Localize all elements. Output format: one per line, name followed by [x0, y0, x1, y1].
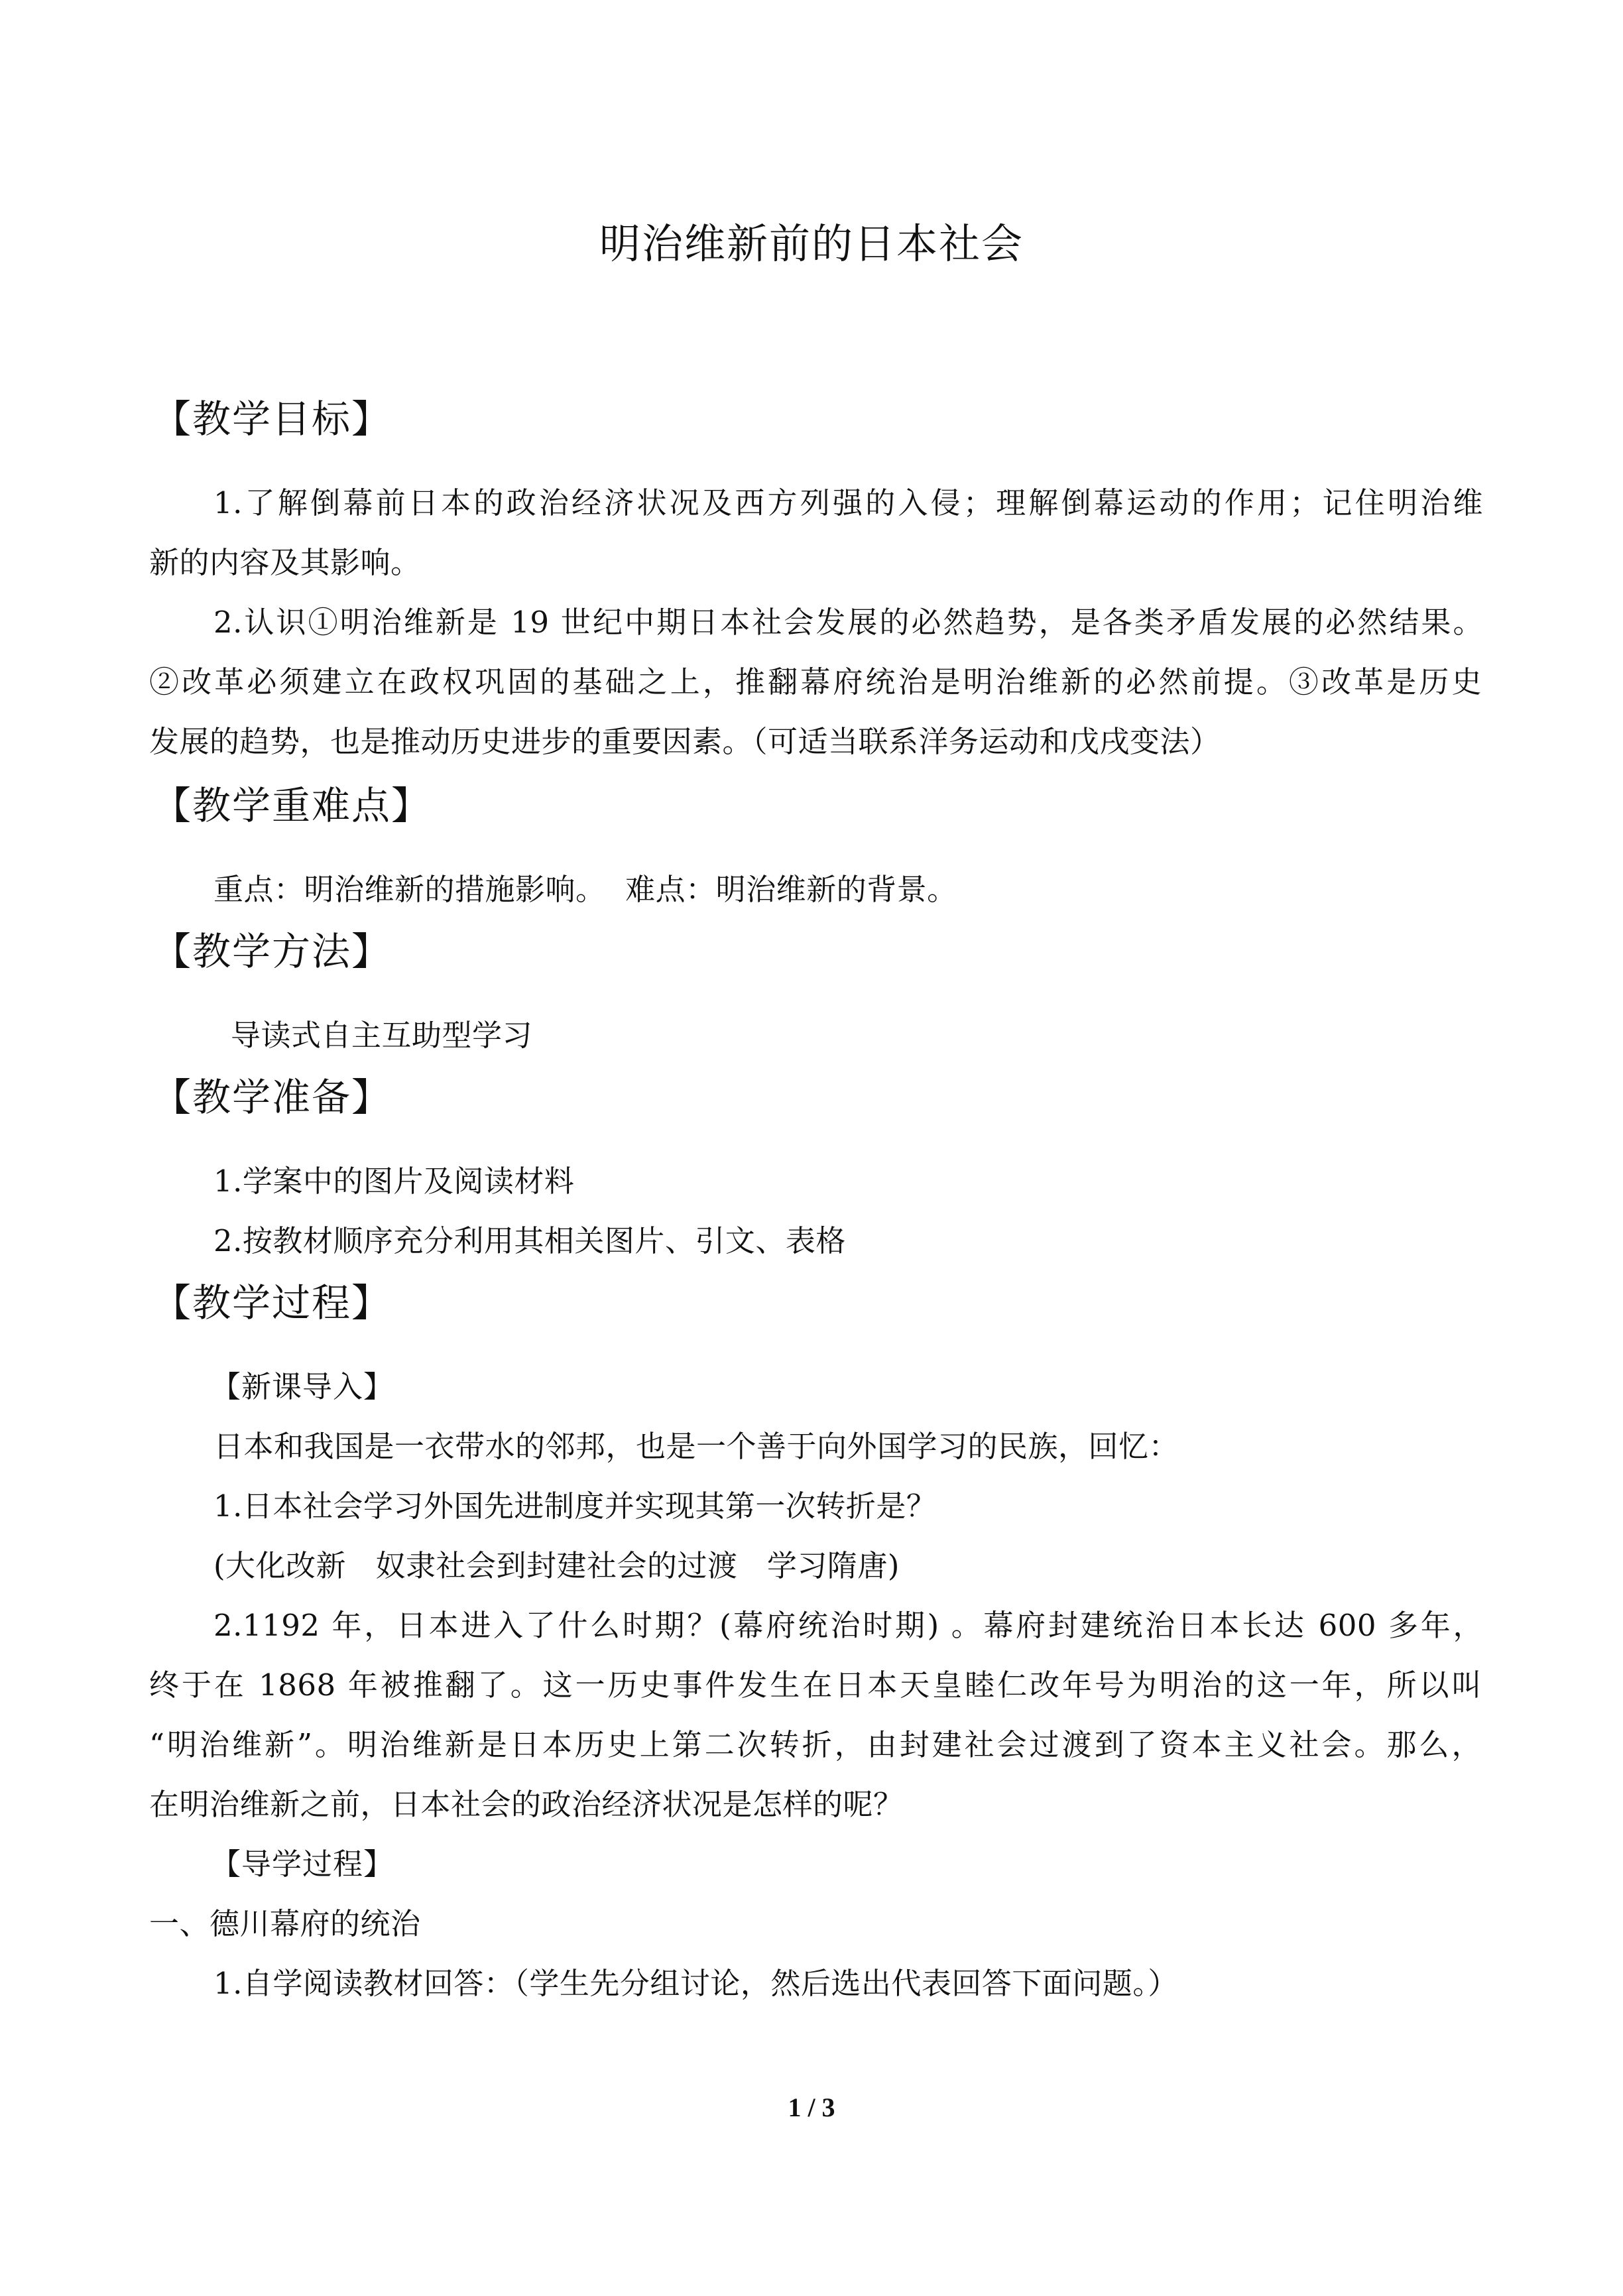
- objectives-p1-line2: 新的内容及其影响。: [149, 545, 421, 580]
- sub-heading-intro: 【新课导入】: [211, 1369, 394, 1404]
- page-number: 1 / 3: [788, 2092, 835, 2122]
- preparation-item-2: 2.按教材顺序充分利用其相关图片、引文、表格: [213, 1223, 846, 1258]
- objectives-p1-line1: 1.了解倒幕前日本的政治经济状况及西方列强的入侵；理解倒幕运动的作用；记住明治维: [213, 485, 1483, 520]
- methods-text: 导读式自主互助型学习: [231, 1018, 533, 1053]
- objectives-p2-line3: 发展的趋势，也是推动历史进步的重要因素。（可适当联系洋务运动和戊戌变法）: [149, 724, 1221, 759]
- intro-line-2: 1.日本社会学习外国先进制度并实现其第一次转折是？: [213, 1488, 937, 1524]
- sub-heading-guide: 【导学过程】: [211, 1846, 394, 1882]
- intro-line-6: “明治维新”。明治维新是日本历史上第二次转折，由封建社会过渡到了资本主义社会。那么，: [149, 1727, 1482, 1762]
- heading-process: 【教学过程】: [152, 1280, 392, 1325]
- part-1-line-1: 1.自学阅读教材回答：（学生先分组讨论，然后选出代表回答下面问题。）: [213, 1966, 1178, 2001]
- intro-line-1: 日本和我国是一衣带水的邻邦，也是一个善于向外国学习的民族，回忆：: [213, 1429, 1179, 1464]
- heading-methods: 【教学方法】: [152, 929, 392, 974]
- heading-preparation: 【教学准备】: [152, 1075, 392, 1120]
- intro-line-5: 终于在 1868 年被推翻了。这一历史事件发生在日本天皇睦仁改年号为明治的这一年，所以叫: [149, 1667, 1482, 1703]
- heading-key-points: 【教学重难点】: [152, 783, 432, 828]
- intro-line-7: 在明治维新之前，日本社会的政治经济状况是怎样的呢？: [149, 1787, 904, 1822]
- key-points-text: 重点：明治维新的措施影响。 难点：明治维新的背景。: [213, 872, 957, 907]
- preparation-item-1: 1.学案中的图片及阅读材料: [213, 1164, 575, 1199]
- intro-line-4: 2.1192 年，日本进入了什么时期？(幕府统治时期) 。幕府封建统治日本长达 600 多年，: [213, 1608, 1483, 1643]
- heading-objectives: 【教学目标】: [152, 396, 392, 442]
- page-title: 明治维新前的日本社会: [599, 219, 1024, 268]
- part-1-title: 一、德川幕府的统治: [149, 1906, 421, 1941]
- objectives-p2-line2: ②改革必须建立在政权巩固的基础之上，推翻幕府统治是明治维新的必然前提。③改革是历史: [149, 664, 1482, 699]
- objectives-p2-line1: 2.认识①明治维新是 19 世纪中期日本社会发展的必然趋势，是各类矛盾发展的必然结果。: [213, 605, 1483, 640]
- intro-line-3: (大化改新 奴隶社会到封建社会的过渡 学习隋唐): [213, 1548, 900, 1583]
